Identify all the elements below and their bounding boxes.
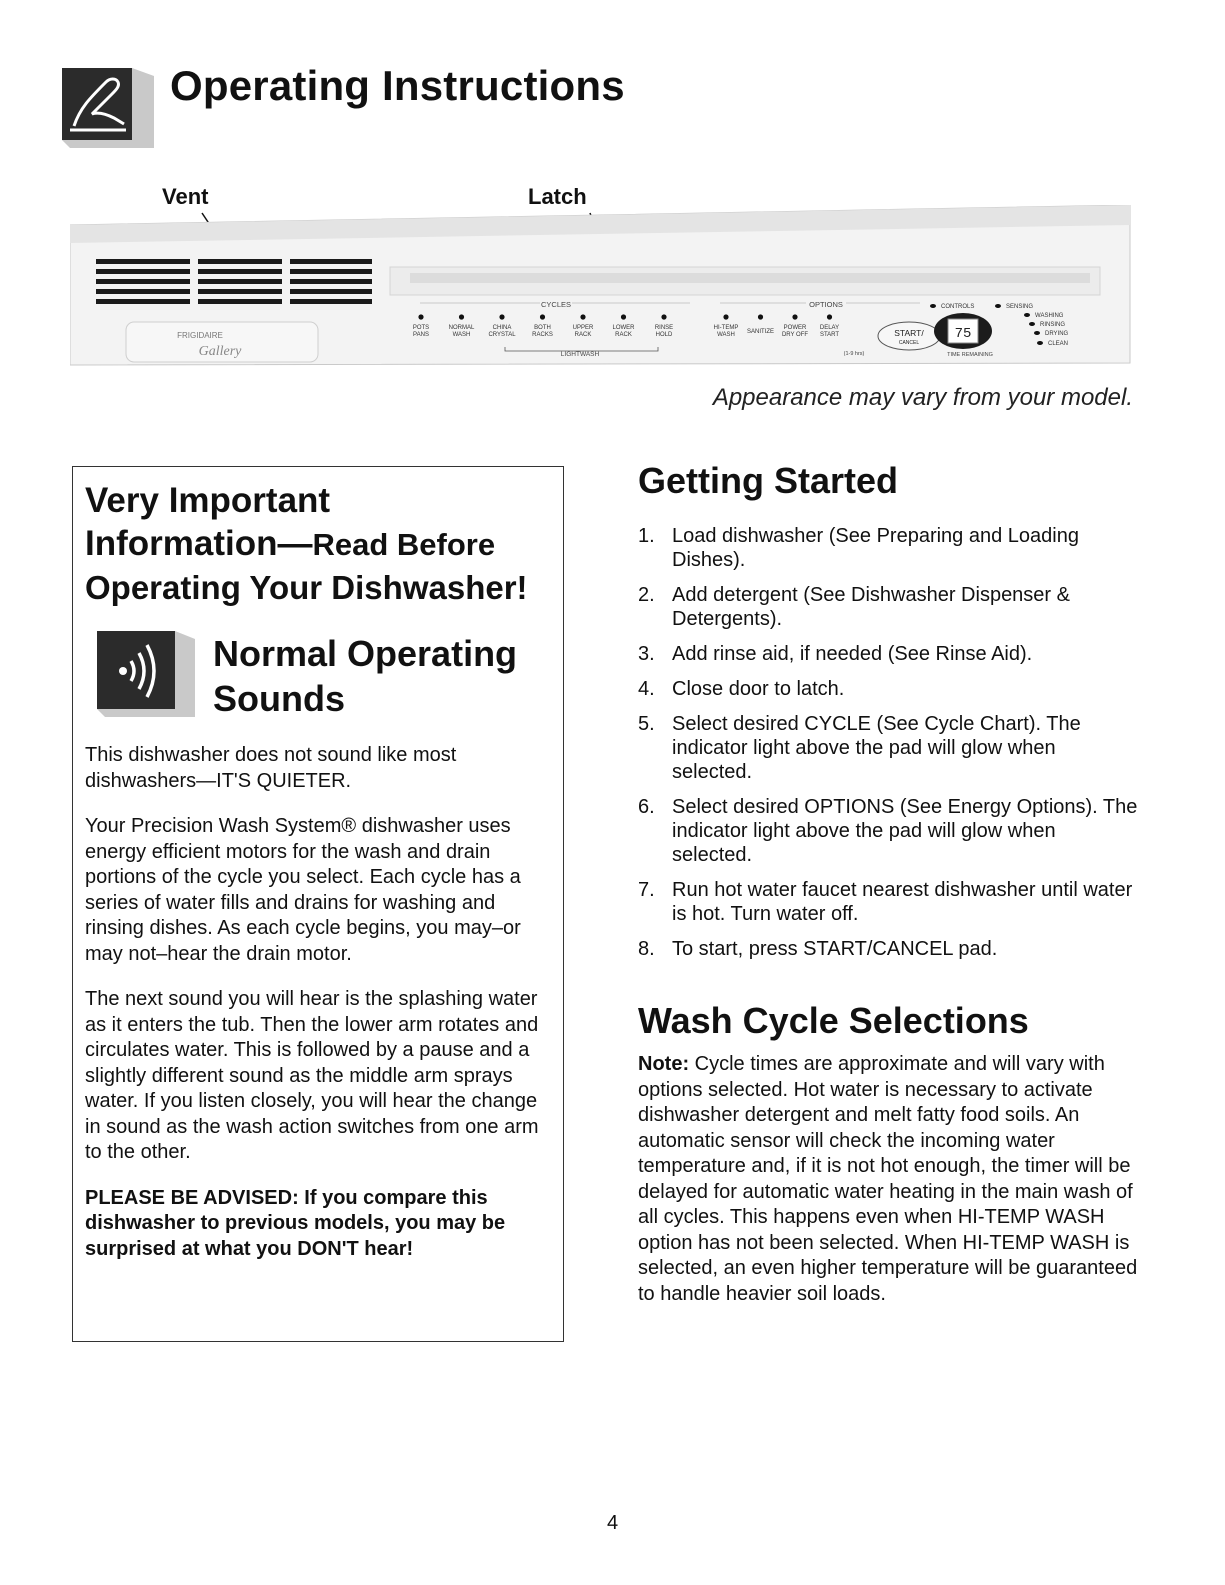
- start-cancel-button: START/: [894, 328, 924, 338]
- time-remaining-label: TIME REMAINING: [947, 352, 993, 358]
- step-item: [638, 878, 1138, 926]
- cycle-pad-label: BOTH: [534, 325, 551, 331]
- brand-logo: FRIGIDAIRE: [177, 331, 223, 340]
- step-item: [638, 712, 1138, 784]
- cycle-pad-indicator: [459, 314, 464, 319]
- step-item: [638, 642, 1138, 666]
- status-light-label: SENSING: [1006, 304, 1034, 310]
- sounds-paragraph-2: Your Precision Wash System® dishwasher uses energy efficient motors for the wash and drain portions of the cycle you select. Each cycle has a series of water fills and drains for washing and rinsing dishes. As each cycle begins, you may–or may not–hear the drain motor.: [85, 815, 521, 965]
- step-number: 2.: [638, 584, 655, 606]
- dishwasher-hand-icon: [62, 68, 154, 148]
- status-light-label: RINSING: [1040, 322, 1066, 328]
- cycle-pad-indicator: [499, 314, 504, 319]
- normal-sounds-header: [85, 631, 553, 721]
- status-light: [995, 304, 1001, 308]
- cycle-pad-indicator: [621, 314, 626, 319]
- step-number: 5.: [638, 713, 655, 735]
- step-text: Run hot water faucet nearest dishwasher until water is hot. Turn water off.: [672, 879, 1133, 925]
- status-light-label: CONTROLS: [941, 304, 975, 310]
- cycle-pad-indicator: [661, 314, 666, 319]
- getting-started-title: Getting Started: [638, 460, 899, 501]
- step-text: Load dishwasher (See Preparing and Loading Dishes).: [672, 525, 1079, 571]
- sounds-paragraph-3: The next sound you will hear is the splashing water as it enters the tub. Then the lower arm rotates and circulates water. This is followed by a pause and a slightly different sound as the middle arm sprays water. If you listen closely, you will hear the change in sound as the wash action switches from one arm to the other.: [85, 988, 539, 1163]
- option-pad-label: DELAY: [819, 325, 840, 331]
- cycle-pad-indicator: [580, 314, 585, 319]
- option-pad-label: DRY OFF: [781, 332, 809, 338]
- option-pad-label: WASH: [717, 332, 735, 338]
- heading-line-1: Very Important: [85, 481, 331, 520]
- status-light: [930, 304, 936, 308]
- option-pad-indicator: [827, 314, 832, 319]
- step-text: Add detergent (See Dishwasher Dispenser & Detergents).: [672, 584, 1070, 630]
- step-number: 7.: [638, 879, 655, 901]
- cycle-pad-label: RACK: [574, 332, 592, 338]
- heading-line-3: Operating Your Dishwasher!: [85, 569, 528, 606]
- step-text: Select desired OPTIONS (See Energy Options). The indicator light above the pad will glow when selected.: [672, 796, 1138, 866]
- delay-hint: (1-9 hrs): [843, 351, 865, 357]
- vent-callout: Vent: [162, 184, 209, 209]
- important-heading: [85, 479, 553, 566]
- step-text: To start, press START/CANCEL pad.: [672, 938, 998, 960]
- step-item: [638, 795, 1138, 867]
- option-pad-label: START: [819, 332, 840, 338]
- status-light-label: DRYING: [1045, 331, 1069, 337]
- step-item: [638, 937, 1138, 961]
- cycles-label: CYCLES: [540, 300, 572, 309]
- status-light: [1029, 322, 1035, 326]
- option-pad-label: SANITIZE: [746, 329, 775, 335]
- option-pad-indicator: [792, 314, 797, 319]
- wash-cycle-note: [638, 1052, 1138, 1307]
- note-text: Cycle times are approximate and will vary with options selected. Hot water is necessary to activate dishwasher detergent and melt fatty food soils. An automatic sensor will check the incoming water temperature and, if it is not hot enough, the timer will be delayed for automatic water heating in the main wash of all cycles. This happens even when HI-TEMP WASH option has not been selected. When HI-TEMP WASH is selected, an even higher temperature will be guaranteed to handle heavier soil loads.: [638, 1053, 1138, 1305]
- cycle-pad-label: HOLD: [655, 332, 673, 338]
- wash-cycle-section: [638, 1000, 1138, 1307]
- cycle-pad-label: POTS: [412, 325, 430, 331]
- option-pad-indicator: [758, 314, 763, 319]
- cycle-pad-indicator: [418, 314, 423, 319]
- step-item: [638, 583, 1138, 631]
- cycle-pad-label: CRYSTAL: [488, 332, 516, 338]
- option-pad-label: HI-TEMP: [713, 325, 739, 331]
- model-script: Gallery: [198, 344, 242, 359]
- option-pad-label: POWER: [783, 325, 807, 331]
- status-light-label: WASHING: [1035, 313, 1064, 319]
- control-panel-diagram: [70, 205, 1140, 375]
- step-number: 6.: [638, 796, 655, 818]
- cycle-pad-label: UPPER: [572, 325, 594, 331]
- cycle-pad-label: WASH: [452, 332, 471, 338]
- getting-started-steps: [638, 524, 1138, 961]
- options-label: OPTIONS: [809, 300, 843, 309]
- step-text: Select desired CYCLE (See Cycle Chart). The indicator light above the pad will glow when selected.: [672, 713, 1081, 783]
- advisory-paragraph: PLEASE BE ADVISED: If you compare this dishwasher to previous models, you may be surprised at what you DON'T hear!: [85, 1186, 506, 1260]
- cycle-pad-label: RINSE: [654, 325, 674, 331]
- time-display: 75: [954, 326, 972, 342]
- cycle-pad-label: LOWER: [612, 325, 635, 331]
- latch-callout: Latch: [528, 184, 587, 209]
- sound-waves-icon: [97, 631, 195, 717]
- page-number: 4: [606, 1512, 619, 1534]
- status-light: [1034, 331, 1040, 335]
- page-title: Operating Instructions: [170, 62, 625, 109]
- heading-line-2b: Read Before: [312, 527, 496, 562]
- important-info-box: [72, 466, 564, 1342]
- status-light-label: CLEAN: [1048, 341, 1069, 347]
- cycle-pad-label: NORMAL: [448, 325, 475, 331]
- start-cancel-sublabel: CANCEL: [898, 340, 920, 346]
- cycle-pad-label: RACKS: [532, 332, 553, 338]
- cycle-pad-label: CHINA: [492, 325, 512, 331]
- step-item: [638, 524, 1138, 572]
- note-label: Note:: [638, 1053, 690, 1075]
- cycle-pad-label: RACK: [615, 332, 632, 338]
- sound-title-line-1: Normal Operating: [213, 633, 518, 674]
- sound-title-line-2: Sounds: [213, 678, 345, 719]
- step-number: 8.: [638, 938, 655, 960]
- appearance-caption: Appearance may vary from your model.: [712, 384, 1133, 411]
- sounds-paragraph-1: This dishwasher does not sound like most dishwashers—IT'S QUIETER.: [85, 744, 457, 792]
- wash-cycle-title: Wash Cycle Selections: [638, 1000, 1029, 1041]
- getting-started-section: [638, 460, 1138, 972]
- lightwash-label: LIGHTWASH: [560, 351, 600, 358]
- step-number: 3.: [638, 643, 655, 665]
- status-light: [1024, 313, 1030, 317]
- option-pad-indicator: [723, 314, 728, 319]
- step-number: 1.: [638, 525, 655, 547]
- step-text: Close door to latch.: [672, 678, 845, 700]
- cycle-pad-label: PANS: [413, 332, 429, 338]
- normal-sounds-title: [213, 631, 517, 721]
- step-item: [638, 677, 1138, 701]
- step-number: 4.: [638, 678, 655, 700]
- step-text: Add rinse aid, if needed (See Rinse Aid).: [672, 643, 1033, 665]
- status-light: [1037, 341, 1043, 345]
- heading-line-2a: Information—: [85, 524, 313, 563]
- cycle-pad-indicator: [540, 314, 545, 319]
